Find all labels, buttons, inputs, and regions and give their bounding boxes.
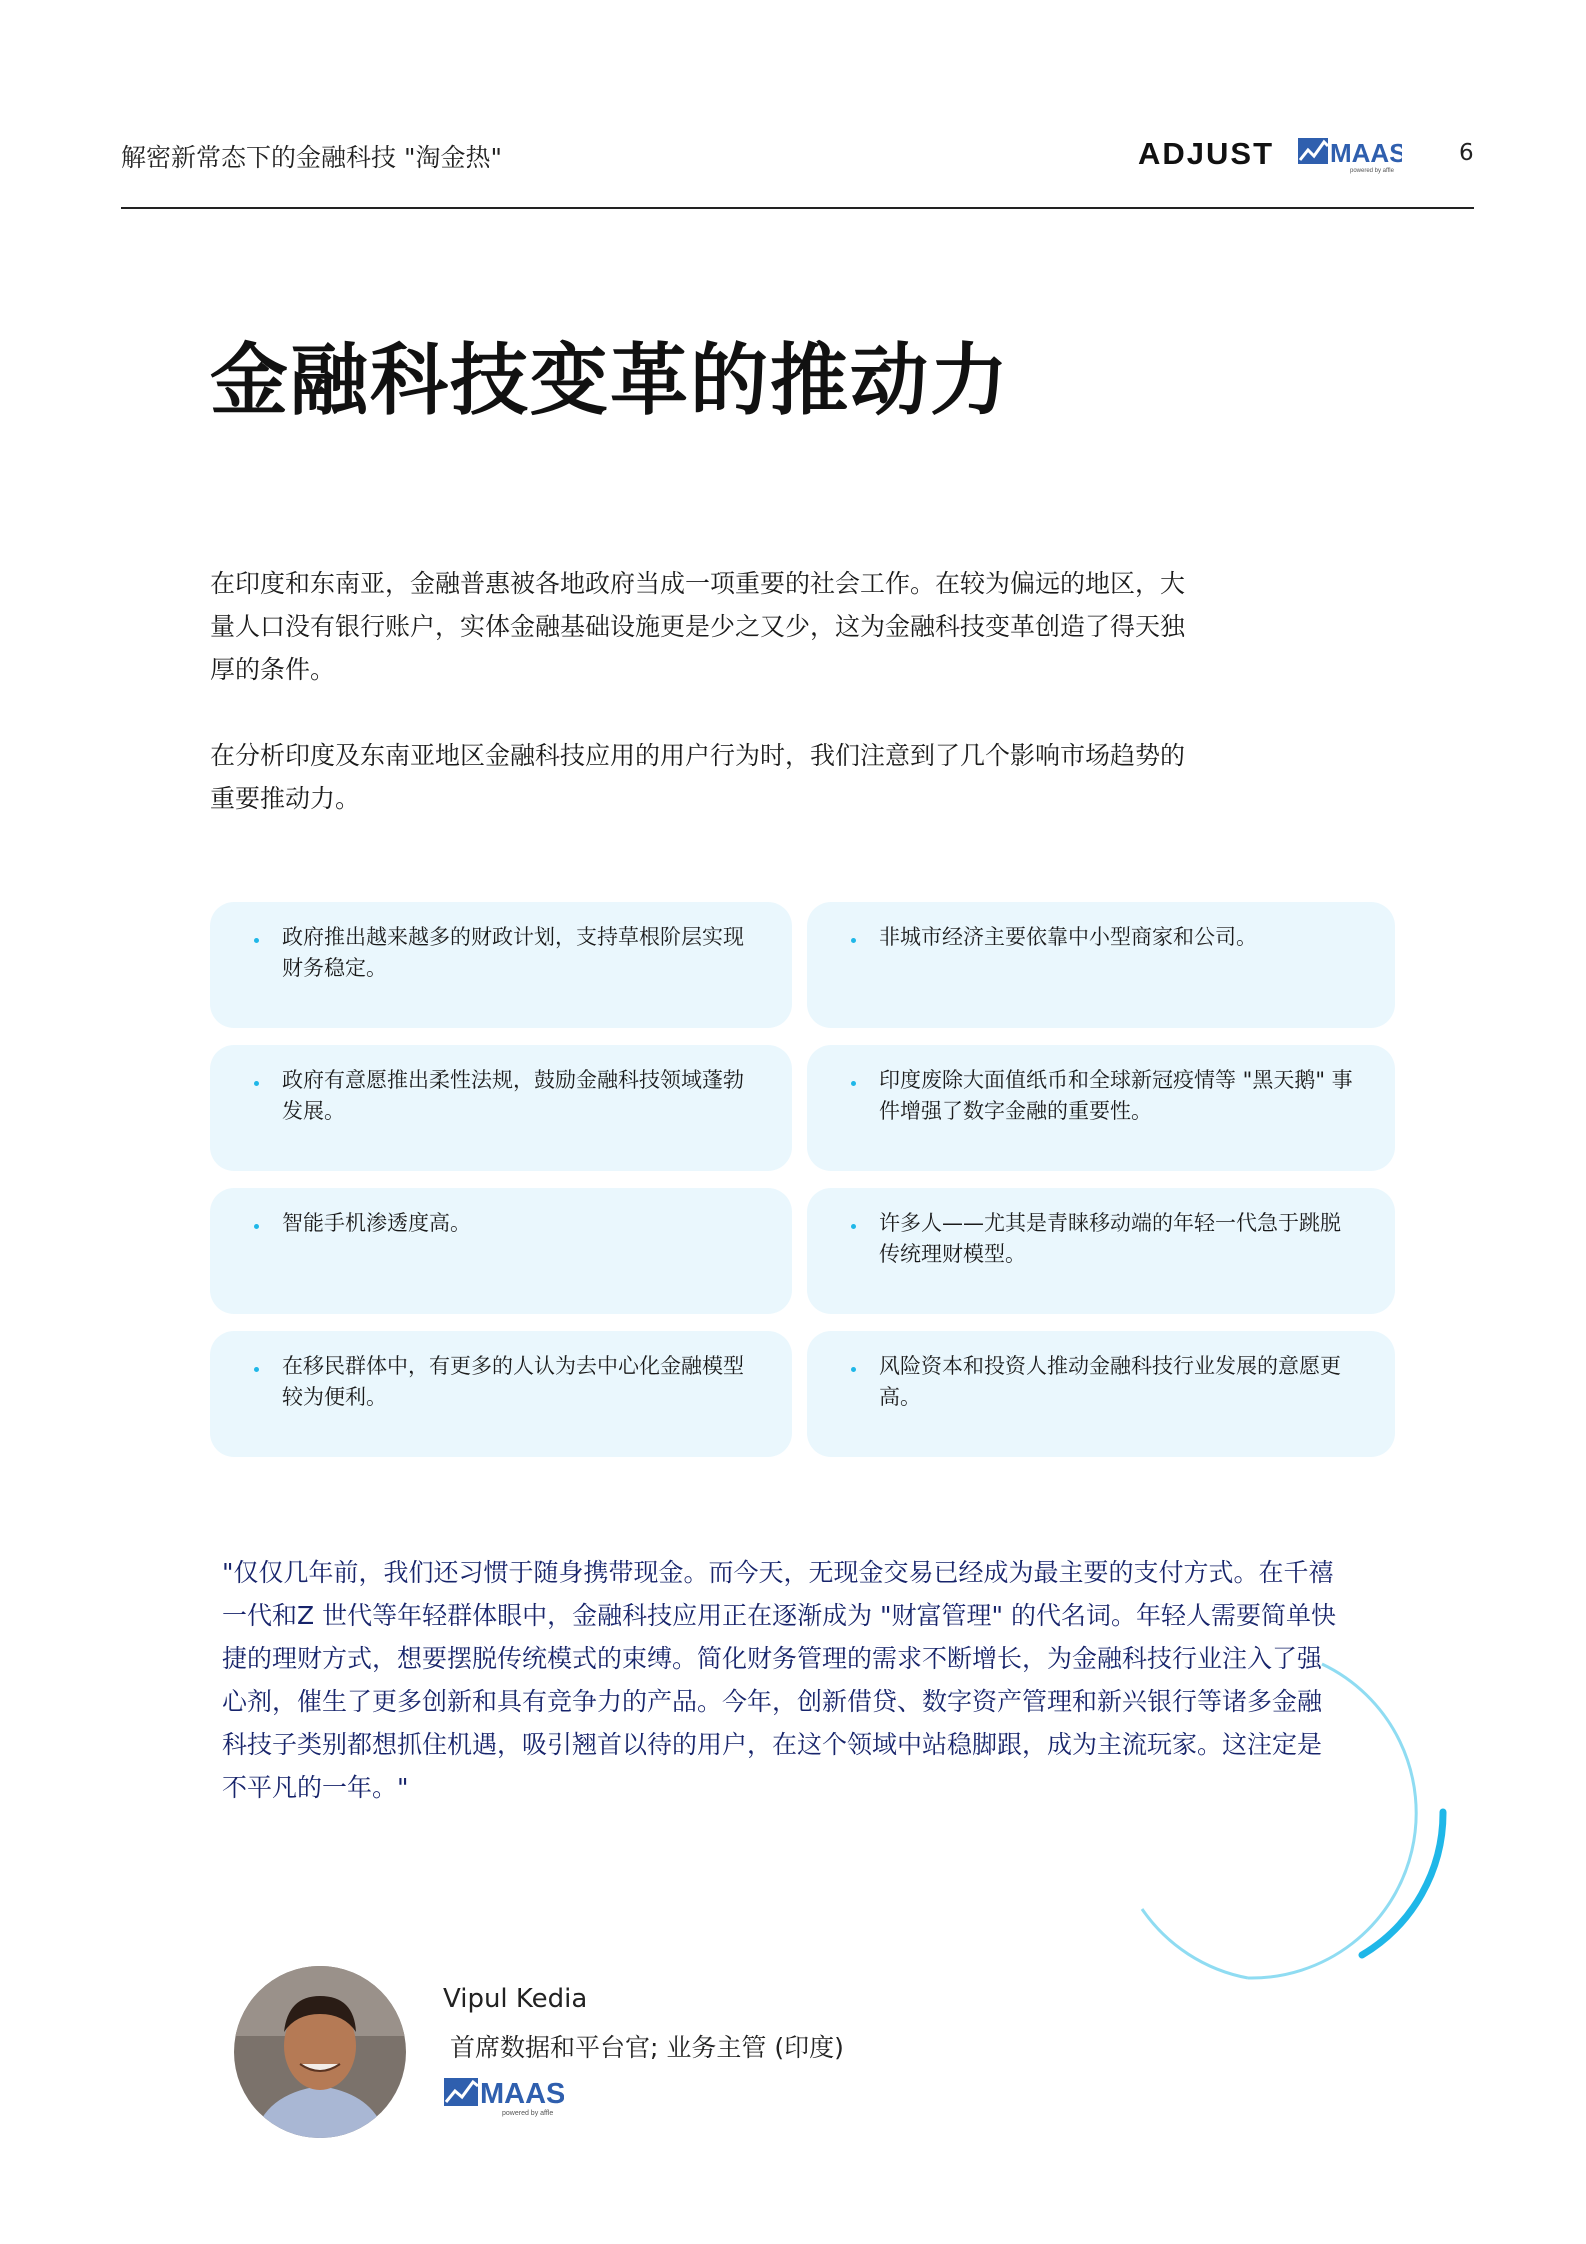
driver-text: 政府有意愿推出柔性法规，鼓励金融科技领域蓬勃发展。 (282, 1068, 744, 1123)
bullet-dot-icon (254, 1081, 259, 1086)
driver-card (210, 1331, 792, 1457)
bullet-dot-icon (254, 1367, 259, 1372)
bullet-dot-icon (254, 938, 259, 943)
driver-text: 许多人——尤其是青睐移动端的年轻一代急于跳脱传统理财模型。 (879, 1211, 1341, 1266)
person-role: 首席数据和平台官; 业务主管 (印度) (450, 2033, 844, 2062)
driver-text: 在移民群体中，有更多的人认为去中心化金融模型较为便利。 (282, 1354, 744, 1409)
decorative-arc-icon (1110, 1640, 1450, 2004)
driver-card (807, 902, 1395, 1028)
page-number: 6 (1459, 140, 1474, 166)
driver-text: 智能手机渗透度高。 (282, 1211, 471, 1235)
analysis-paragraph: 在分析印度及东南亚地区金融科技应用的用户行为时，我们注意到了几个影响市场趋势的重要推动力。 (210, 741, 1186, 813)
intro-paragraph: 在印度和东南亚，金融普惠被各地政府当成一项重要的社会工作。在较为偏远的地区，大量人口没有银行账户，实体金融基础设施更是少之又少，这为金融科技变革创造了得天独厚的条件。 (210, 569, 1186, 684)
person-name: Vipul Kedia (443, 1984, 588, 2014)
bullet-dot-icon (851, 938, 856, 943)
maas-logo (1298, 134, 1402, 178)
driver-card (210, 1045, 792, 1171)
header-divider (121, 207, 1474, 209)
driver-text: 政府推出越来越多的财政计划，支持草根阶层实现财务稳定。 (282, 925, 744, 980)
page-title: 金融科技变革的推动力 (210, 336, 1011, 426)
adjust-logo: ADJUST (1138, 136, 1275, 171)
driver-card (807, 1045, 1395, 1171)
driver-card (807, 1188, 1395, 1314)
bullet-dot-icon (851, 1367, 856, 1372)
driver-card (807, 1331, 1395, 1457)
maas-tagline: powered by affle (502, 2110, 554, 2117)
driver-text: 风险资本和投资人推动金融科技行业发展的意愿更高。 (879, 1354, 1341, 1409)
bullet-dot-icon (851, 1224, 856, 1229)
bullet-dot-icon (254, 1224, 259, 1229)
header-title: 解密新常态下的金融科技 "淘金热" (121, 143, 502, 172)
maas-logo (444, 2072, 564, 2122)
driver-card (210, 1188, 792, 1314)
driver-text: 印度废除大面值纸币和全球新冠疫情等 "黑天鹅" 事件增强了数字金融的重要性。 (879, 1068, 1353, 1123)
maas-logo-text: MAAS (1330, 138, 1402, 168)
driver-card (210, 902, 792, 1028)
bullet-dot-icon (851, 1081, 856, 1086)
driver-text: 非城市经济主要依靠中小型商家和公司。 (879, 925, 1257, 949)
avatar (234, 1966, 406, 2138)
maas-logo-text: MAAS (480, 2078, 564, 2110)
maas-tagline: powered by affle (1350, 168, 1394, 174)
quote-text: "仅仅几年前，我们还习惯于随身携带现金。而今天，无现金交易已经成为最主要的支付方式。在千禧一代和Z 世代等年轻群体眼中，金融科技应用正在逐渐成为 "财富管理" 的代名词。年轻人需要简单快捷的理财方式，想要摆脱传统模式的束缚。简化财务管理的需求不断增长，为金融科技行业注入了强心剂，催生了更多创新和具有竞争力的产品。今年，创新借贷、数字资产管理和新兴银行等诸多金融科技子类别都想抓住机遇，吸引翘首以待的用户，在这个领域中站稳脚跟，成为主流玩家。这注定是不平凡的一年。" (222, 1558, 1336, 1802)
